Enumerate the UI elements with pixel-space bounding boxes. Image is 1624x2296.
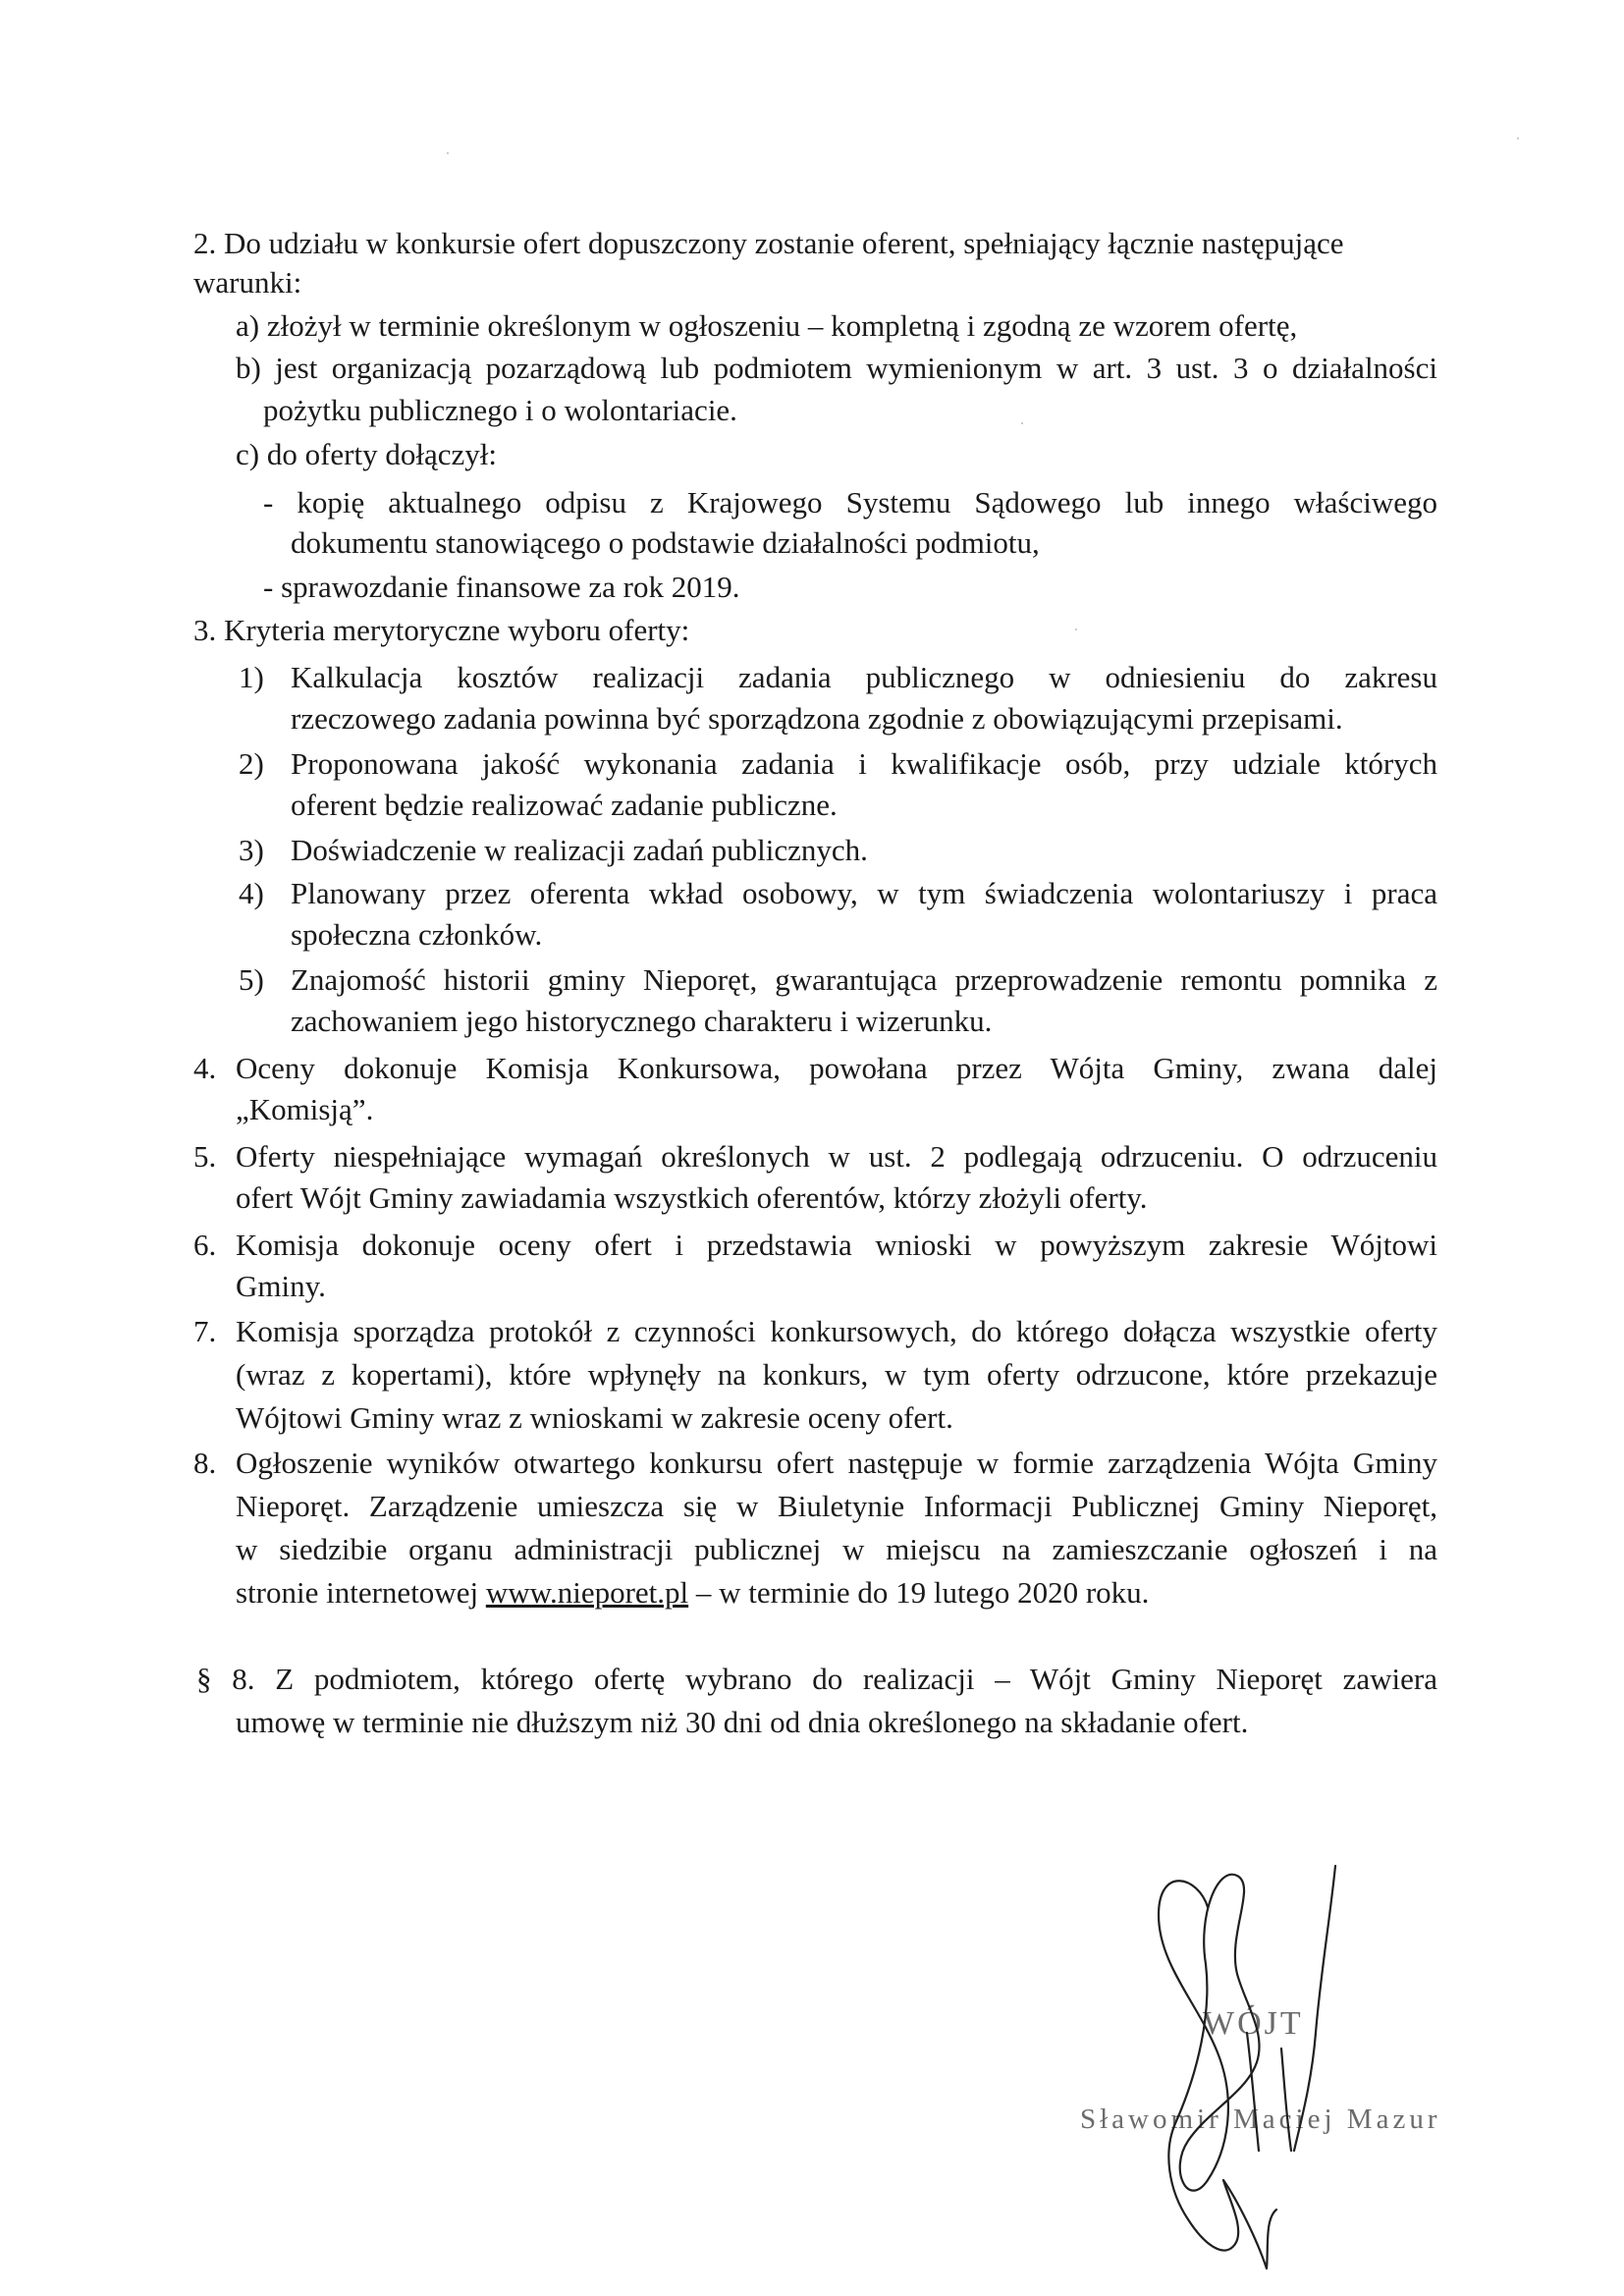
paragraph-8-line-2: umowę w terminie nie dłuższym niż 30 dni od dnia określonego na składanie ofert. [236, 1705, 1249, 1739]
website-link[interactable]: www.nieporet.pl [485, 1575, 689, 1610]
section-8-line-4-start: stronie internetowej [236, 1575, 486, 1610]
section-8-line-3: w siedzibie organu administracji publicznej w miejscu na zamieszczanie ogłoszeń i na [236, 1532, 1437, 1566]
criterion-1-line-1: Kalkulacja kosztów realizacji zadania publicznego w odniesieniu do zakresu [291, 660, 1437, 694]
criterion-5-line-2: zachowaniem jego historycznego charakteru i wizerunku. [291, 1004, 993, 1038]
scan-speck [1021, 422, 1023, 424]
section-5-number: 5. [193, 1139, 217, 1174]
criterion-2-line-2: oferent będzie realizować zadanie publiczne. [291, 788, 838, 822]
criterion-4-number: 4) [239, 876, 264, 910]
section-7-line-2: (wraz z kopertami), które wpłynęły na konkurs, w tym oferty odrzucone, które przekazuje [236, 1357, 1437, 1392]
scan-speck [1075, 629, 1077, 630]
paragraph-8-line-1: § 8. Z podmiotem, którego ofertę wybrano do realizacji – Wójt Gminy Nieporęt zawiera [196, 1662, 1437, 1696]
criterion-5-line-1: Znajomość historii gminy Nieporęt, gwarantująca przeprowadzenie remontu pomnika z [291, 962, 1437, 997]
section-6-number: 6. [193, 1228, 217, 1262]
section-4-line-1: Oceny dokonuje Komisja Konkursowa, powołana przez Wójta Gminy, zwana dalej [236, 1051, 1437, 1085]
section-2-item-c-1-line-1: - kopię aktualnego odpisu z Krajowego Systemu Sądowego lub innego właściwego [263, 485, 1437, 519]
section-4-line-2: „Komisją”. [236, 1092, 374, 1126]
section-3-header: 3. Kryteria merytoryczne wyboru oferty: [193, 613, 690, 647]
section-2-line-1: 2. Do udziału w konkursie ofert dopuszczony zostanie oferent, spełniający łącznie następujące [193, 226, 1344, 260]
section-8-line-2: Nieporęt. Zarządzenie umieszcza się w Biuletynie Informacji Publicznej Gminy Nieporęt, [236, 1489, 1437, 1523]
section-6-line-2: Gminy. [236, 1269, 326, 1303]
section-2-item-a: a) złożył w terminie określonym w ogłoszeniu – kompletną i zgodną ze wzorem ofertę, [236, 308, 1298, 343]
section-2-item-c-2: - sprawozdanie finansowe za rok 2019. [263, 570, 740, 604]
handwritten-signature [1129, 1856, 1384, 2288]
section-8-number: 8. [193, 1446, 217, 1480]
scan-speck [1517, 137, 1519, 139]
section-5-line-1: Oferty niespełniające wymagań określonych w ust. 2 podlegają odrzuceniu. O odrzuceniu [236, 1139, 1437, 1174]
section-2-item-c: c) do oferty dołączył: [236, 437, 497, 471]
section-2-item-b-line-2: pożytku publicznego i o wolontariacie. [263, 393, 737, 427]
section-6-line-1: Komisja dokonuje oceny ofert i przedstawia wnioski w powyższym zakresie Wójtowi [236, 1228, 1437, 1262]
section-2-line-2: warunki: [193, 265, 302, 300]
criterion-5-number: 5) [239, 962, 264, 997]
criterion-1-number: 1) [239, 660, 264, 694]
criterion-2-number: 2) [239, 746, 264, 781]
stamp-name: Sławomir Maciej Mazur [1080, 2104, 1441, 2135]
stamp-title: WÓJT [1203, 2005, 1304, 2042]
section-8-line-4 [236, 1573, 1149, 1613]
criterion-2-line-1: Proponowana jakość wykonania zadania i kwalifikacje osób, przy udziale których [291, 746, 1437, 781]
criterion-4-line-1: Planowany przez oferenta wkład osobowy, w tym świadczenia wolontariuszy i praca [291, 876, 1437, 910]
scan-speck [447, 152, 449, 154]
criterion-3-number: 3) [239, 833, 264, 867]
section-7-line-3: Wójtowi Gminy wraz z wnioskami w zakresie oceny ofert. [236, 1400, 953, 1435]
section-5-line-2: ofert Wójt Gminy zawiadamia wszystkich oferentów, którzy złożyli oferty. [236, 1180, 1148, 1215]
section-7-line-1: Komisja sporządza protokół z czynności konkursowych, do którego dołącza wszystkie oferty [236, 1314, 1437, 1348]
section-2-item-c-1-line-2: dokumentu stanowiącego o podstawie działalności podmiotu, [291, 525, 1040, 560]
section-8-line-1: Ogłoszenie wyników otwartego konkursu ofert następuje w formie zarządzenia Wójta Gminy [236, 1446, 1437, 1480]
section-8-line-4-end: – w terminie do 19 lutego 2020 roku. [688, 1575, 1150, 1610]
criterion-4-line-2: społeczna członków. [291, 917, 543, 952]
section-4-number: 4. [193, 1051, 217, 1085]
section-7-number: 7. [193, 1314, 217, 1348]
criterion-3-line-1: Doświadczenie w realizacji zadań publicznych. [291, 833, 868, 867]
criterion-1-line-2: rzeczowego zadania powinna być sporządzona zgodnie z obowiązującymi przepisami. [291, 701, 1343, 736]
section-2-item-b-line-1: b) jest organizacją pozarządową lub podmiotem wymienionym w art. 3 ust. 3 o działalności [236, 351, 1437, 385]
